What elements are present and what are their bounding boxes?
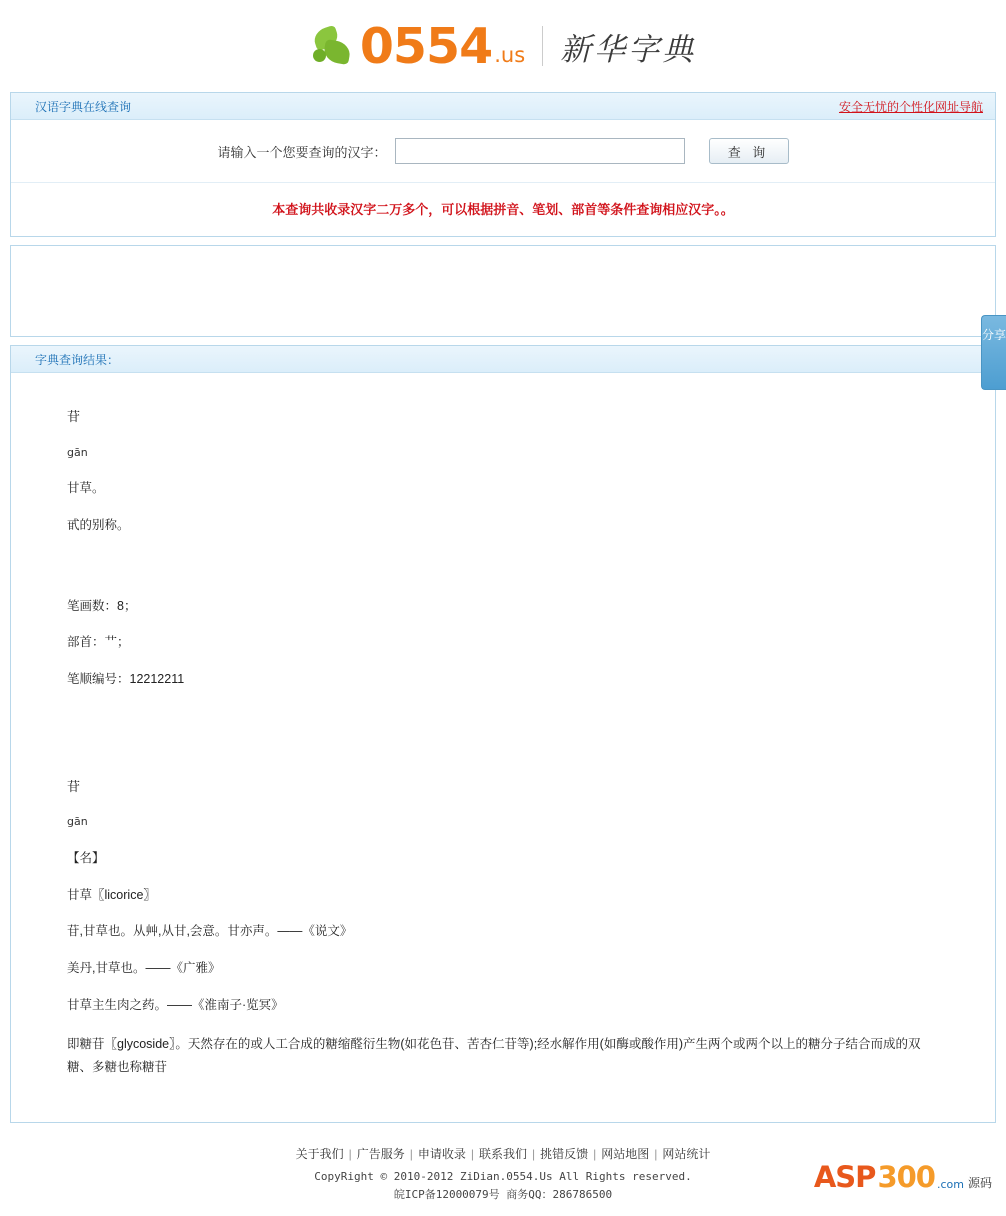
leaf-logo-icon [310, 24, 356, 68]
footer-icp: 皖ICP备12000079号 商务QQ：286786500 [393, 1187, 613, 1201]
site-logo[interactable] [310, 17, 697, 75]
promo-link[interactable]: 安全无忧的个性化网址导航 [838, 99, 983, 114]
entry1-char: 苷 [67, 409, 81, 424]
entry1-sense-1: 甘草。 [67, 481, 105, 495]
site-footer [0, 1145, 1006, 1216]
footer-links: 关于我们 | 广告服务 | 申请收录 | 联系我们 | 挑错反馈 | 网站地图 | 网站统计 [295, 1147, 711, 1161]
share-tab[interactable]: 分享 [981, 315, 1006, 390]
dictionary-entry-basic [11, 407, 995, 689]
footer-link-contact[interactable]: 联系我们 [478, 1147, 527, 1161]
search-input[interactable] [395, 138, 685, 164]
ad-placeholder-panel [10, 245, 996, 337]
asp300-logo-300: 300 [877, 1160, 935, 1194]
result-panel-title: 字典查询结果： [35, 352, 120, 367]
entry1-gap [67, 553, 995, 597]
entry1-stroke-order: 笔顺编号：12212211 [67, 672, 185, 686]
result-panel-body [11, 373, 995, 1122]
site-header [0, 0, 1006, 92]
entry1-sense-2: 甙的别称。 [67, 517, 130, 532]
search-panel-header [11, 93, 995, 120]
logo-tld: .us [494, 42, 526, 67]
entry2-part-of-speech: 【名】 [67, 850, 105, 865]
search-button[interactable]: 查 询 [709, 138, 789, 164]
footer-link-sitemap[interactable]: 网站地图 [601, 1147, 650, 1161]
footer-link-ads[interactable]: 广告服务 [356, 1147, 405, 1161]
search-panel-title: 汉语字典在线查询 [35, 99, 132, 114]
entry2-definition: 即糖苷〖glycoside〗。天然存在的或人工合成的糖缩醛衍生物(如花色苷、苦杏仁苷等);经水解作用(如酶或酸作用)产生两个或两个以上的糖分子结合而成的双糖、多糖也称糖苷 [67, 1036, 921, 1075]
logo-divider [542, 26, 543, 66]
search-label: 请输入一个您要查询的汉字： [217, 144, 387, 160]
result-panel [10, 345, 996, 1123]
footer-link-feedback[interactable]: 挑错反馈 [540, 1147, 589, 1161]
result-panel-header [11, 346, 995, 373]
entry1-radical: 部首：艹； [67, 635, 130, 650]
asp300-logo[interactable] [813, 1160, 992, 1194]
asp300-logo-com: .com [936, 1178, 964, 1191]
entry2-gloss: 甘草〖licorice〗 [67, 887, 156, 902]
search-note: 本查询共收录汉字二万多个，可以根据拼音、笔划、部首等条件查询相应汉字。。 [272, 202, 734, 217]
entries-gap [11, 707, 995, 777]
footer-link-about[interactable]: 关于我们 [295, 1147, 344, 1161]
footer-copyright: CopyRight © 2010-2012 ZiDian.0554.Us All Rights reserved. [314, 1170, 692, 1183]
search-panel-body [11, 120, 995, 236]
footer-link-stats[interactable]: 网站统计 [662, 1147, 711, 1161]
entry2-quote-3: 甘草主生肉之药。——《淮南子·览冥》 [67, 997, 284, 1012]
search-row [11, 138, 995, 183]
entry2-char: 苷 [67, 778, 81, 794]
entry2-pinyin: gān [67, 815, 88, 829]
asp300-logo-cn: 源码 [967, 1176, 992, 1190]
logo-number: 0554 [359, 17, 493, 75]
footer-link-submit[interactable]: 申请收录 [417, 1147, 466, 1161]
search-panel [10, 92, 996, 237]
entry2-quote-2: 美丹,甘草也。——《广雅》 [67, 961, 221, 975]
asp300-logo-asp: ASP [813, 1160, 876, 1194]
entry2-quote-1: 苷,甘草也。从艸,从甘,会意。甘亦声。——《说文》 [67, 924, 353, 939]
logo-title: 新华字典 [560, 31, 697, 68]
dictionary-entry-detail [11, 777, 995, 1080]
entry1-stroke-count: 笔画数：8； [67, 598, 137, 613]
entry1-pinyin: gān [67, 445, 88, 459]
